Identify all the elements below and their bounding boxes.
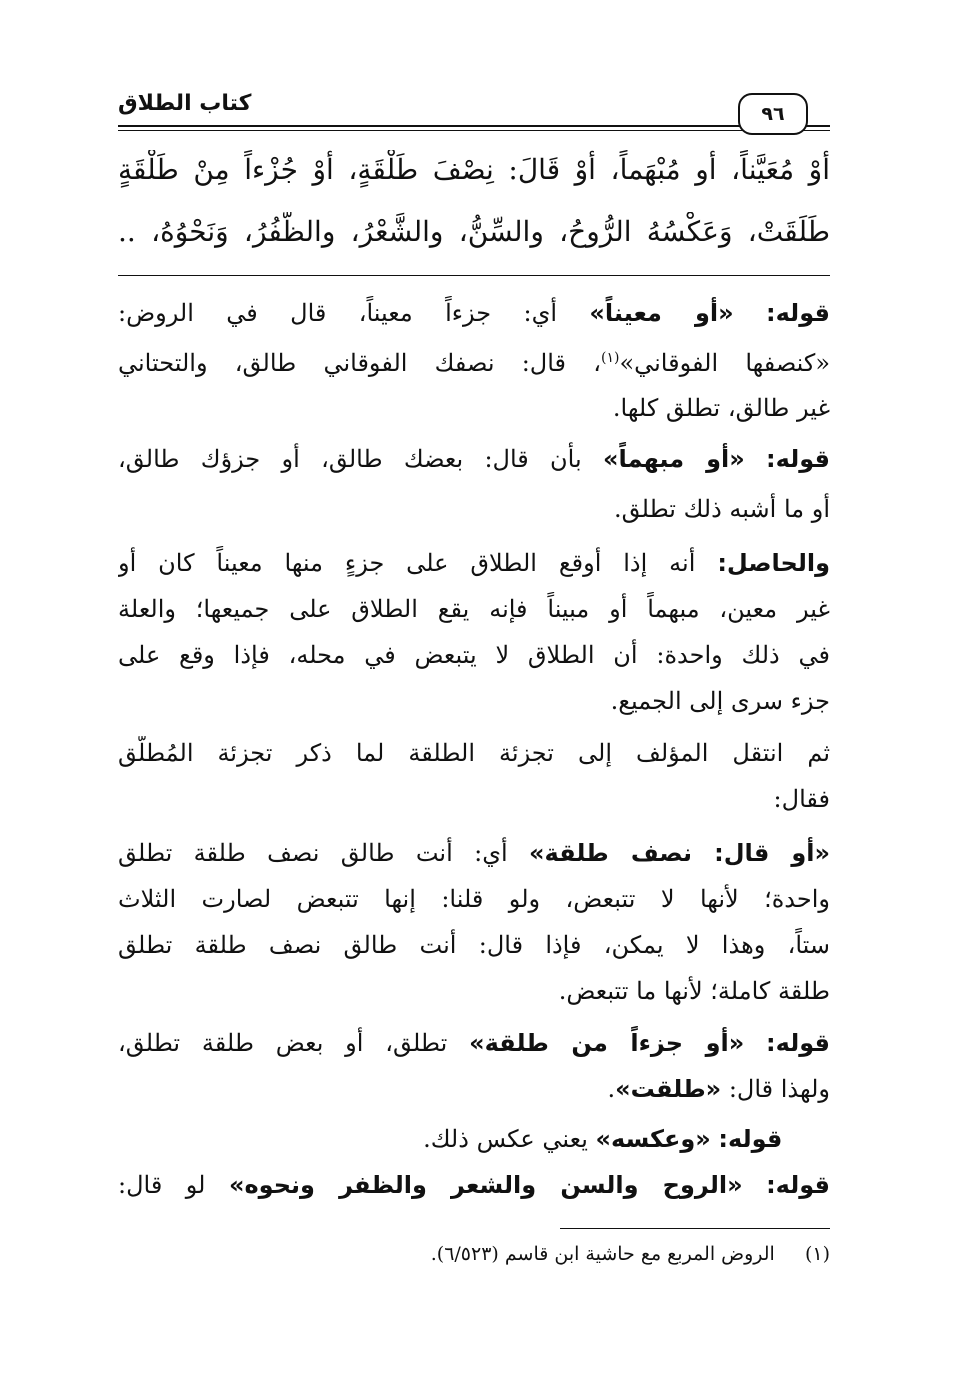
page-number: ٩٦ [738, 93, 808, 135]
p8-line-1 [118, 1168, 830, 1206]
p7-text: يعني عكس ذلك. [423, 1125, 588, 1153]
p2-line-2: أو ما أشبه ذلك تطلق. [613, 495, 830, 523]
p1-text-2: ، قال: نصفك الفوقاني طالق، والتحتاني [118, 349, 601, 377]
p6-quote-2: «طلقت» [615, 1075, 722, 1103]
p6-text: تطلق، أو بعض طلقة تطلق، [118, 1029, 448, 1057]
p8-lead: قوله: [766, 1171, 830, 1199]
p4-line-2: فقال: [773, 785, 830, 813]
page-header [118, 85, 830, 135]
header-rule-thin [118, 130, 830, 131]
p1-quote: «أو معيناً» [589, 299, 734, 327]
footnote-separator [560, 1228, 830, 1229]
p7-lead: قوله: [718, 1125, 783, 1153]
footnote-1 [118, 1240, 830, 1270]
p5-text: أي: أنت طالق نصف طلقة تطلق [118, 839, 508, 867]
header-rule [118, 125, 830, 127]
p6-text-2: ولهذا قال: [728, 1075, 830, 1103]
p5-quote: «أو قال: نصف طلقة» [529, 839, 830, 867]
matn-separator [118, 275, 830, 276]
p5-line-2: واحدة؛ لأنها لا تتبعض، ولو قلنا: إنها تتبعض لصارت الثلاث [118, 885, 830, 913]
footnote-ref[interactable]: (١) [600, 350, 620, 366]
p1-line-1 [118, 296, 830, 334]
p1-lead: قوله: [766, 299, 830, 327]
p5-line-1 [118, 836, 830, 874]
p1-quote-2: «كنصفها الفوقاني» [619, 349, 830, 377]
p3-line-4: جزء سرى إلى الجميع. [610, 687, 830, 715]
p3-line-3: في ذلك واحدة: أن الطلاق لا يتبعض في محله، فإذا وقع على [118, 641, 830, 669]
p8-quote: «الروح والسن والشعر والظفر ونحوه» [228, 1171, 743, 1199]
p6-period: . [607, 1075, 616, 1103]
p3-line-1 [118, 546, 830, 584]
p2-lead: قوله: [766, 445, 830, 473]
p5-line-3: ستاً، وهذا لا يمكن، فإذا قال: أنت طالق نصف طلقة تطلق [118, 931, 830, 959]
footnote-text: الروض المربع مع حاشية ابن قاسم (٦/٥٢٣). [430, 1243, 775, 1265]
p6-line-2 [118, 1072, 830, 1110]
p6-quote: «أو جزءاً من طلقة» [469, 1029, 745, 1057]
p1-text: أي: جزءاً معيناً، قال في الروض: [118, 299, 558, 327]
p7-quote: «وعكسه» [595, 1125, 711, 1153]
p8-text: لو قال: [118, 1171, 206, 1199]
matn-line-1: أَوْ مُعَيَّناً، أَو مُبْهَماً، أَوْ قَالَ: نِصْفَ طَلْقَةٍ، أَوْ جُزْءاً مِنْ طَلْقَةٍ [118, 153, 830, 186]
p7-line-1 [118, 1122, 830, 1160]
footnote-number: (١) [804, 1243, 830, 1265]
p3-line-2: غير معين، مبهماً أو مبيناً فإنه يقع الطلاق على جميعها؛ والعلة [118, 595, 830, 623]
p3-lead: والحاصل: [717, 549, 830, 577]
running-title: كتاب الطلاق [118, 91, 257, 116]
p3-text: أنه إذا أوقع الطلاق على جزءٍ منها معيناً كان أو [118, 549, 696, 577]
p6-lead: قوله: [766, 1029, 830, 1057]
p1-line-2 [118, 341, 830, 379]
p5-line-4: طلقة كاملة؛ لأنها ما تتبعض. [558, 977, 830, 1005]
matn-line-2: طَلَقَتْ، وَعَكْسُهُ الرُّوحُ، والسِّنُّ، والشَّعْرُ، والظُّفُرُ، وَنَحْوُهُ، .. [118, 215, 830, 248]
p4-line-1: ثم انتقل المؤلف إلى تجزئة الطلقة لما ذكر تجزئة المُطلَّق [118, 739, 830, 767]
p2-text: بأن قال: بعضك طالق، أو جزؤك طالق، [118, 445, 582, 473]
p6-line-1 [118, 1026, 830, 1064]
p2-line-1 [118, 442, 830, 480]
p1-line-3: غير طالق، تطلق كلها. [612, 394, 830, 422]
p2-quote: «أو مبهماً» [602, 445, 745, 473]
